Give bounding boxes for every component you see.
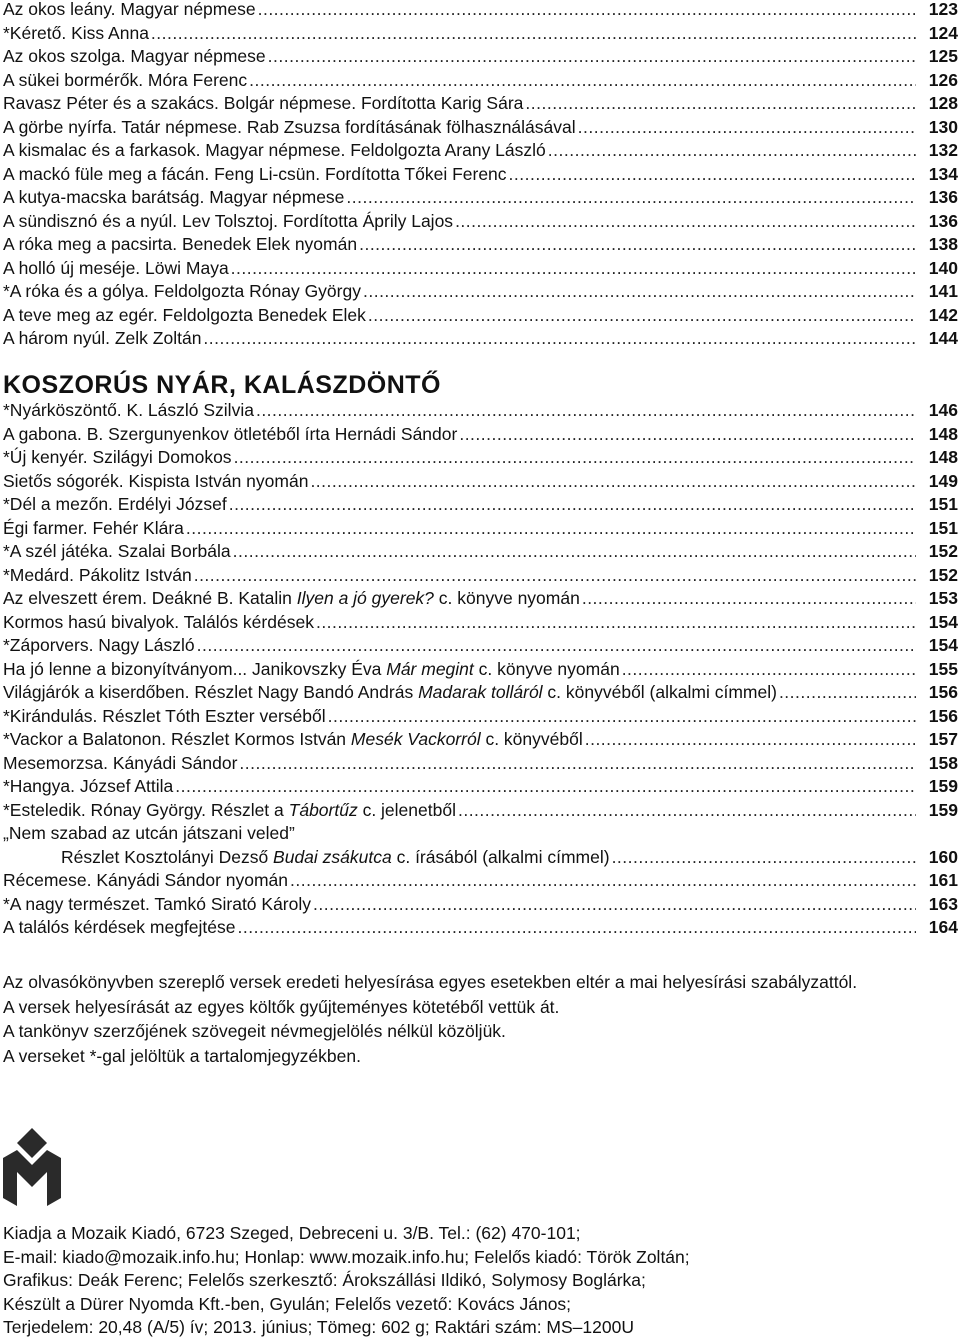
toc-dot-leader — [622, 658, 916, 682]
toc-entry-title: *Medárd. Pákolitz István — [3, 564, 192, 585]
toc-page-number: 130 — [928, 116, 958, 137]
imprint-line: E-mail: kiado@mozaik.info.hu; Honlap: www.mozaik.info.hu; Felelős kiadó: Török Zoltán; — [3, 1246, 690, 1267]
toc-entry-title: Ravasz Péter és a szakács. Bolgár népmese. Fordította Karig Sára — [3, 93, 524, 113]
toc-entry-title: *Kérető. Kiss Anna — [3, 22, 149, 43]
toc-page-number: 152 — [928, 564, 958, 585]
toc-dot-leader — [509, 163, 916, 187]
toc-page-number: 136 — [928, 187, 958, 207]
toc-page-number: 158 — [928, 752, 958, 773]
toc-entry-title-part: c. könyvéből (alkalmi címmel) — [542, 682, 777, 702]
toc-dot-leader — [359, 233, 916, 257]
toc-entry — [3, 564, 958, 588]
toc-page-number: 149 — [928, 470, 958, 491]
toc-entry-title: Kormos hasú bivalyok. Találós kérdések — [3, 611, 314, 632]
imprint-line: Kiadja a Mozaik Kiadó, 6723 Szeged, Debreceni u. 3/B. Tel.: (62) 470-101; — [3, 1223, 581, 1243]
toc-entry-title-italic: Budai zsákutca — [273, 846, 392, 867]
toc-dot-leader — [194, 564, 916, 588]
toc-entry-title — [3, 681, 777, 705]
toc-page-number: 157 — [928, 729, 958, 749]
toc-entry — [3, 45, 958, 69]
toc-entry-title-part: c. jelenetből — [357, 799, 456, 820]
toc-entry-title: A kismalac és a farkasok. Magyar népmese. Feldolgozta Arany László — [3, 140, 546, 160]
toc-entry — [3, 681, 958, 705]
toc-dot-leader — [578, 116, 916, 140]
toc-entry — [3, 257, 958, 281]
toc-entry-title: *Dél a mezőn. Erdélyi József — [3, 494, 227, 514]
toc-entry — [3, 705, 958, 729]
toc-entry-title: *A szél játéka. Szalai Borbála — [3, 541, 231, 561]
toc-page-number: 156 — [928, 682, 958, 702]
toc-page-number: 153 — [928, 588, 958, 608]
toc-page-number: 151 — [928, 517, 958, 538]
toc-dot-leader — [313, 893, 916, 917]
toc-entry — [3, 0, 958, 22]
toc-entry — [3, 280, 958, 304]
toc-page-number: 142 — [928, 304, 958, 325]
toc-page-number: 146 — [928, 400, 958, 420]
logo-diamond — [17, 1128, 47, 1158]
toc-dot-leader — [458, 799, 916, 823]
toc-page-number: 159 — [928, 799, 958, 820]
toc-entry — [3, 22, 958, 46]
toc-dot-leader — [234, 446, 916, 470]
toc-entry — [3, 423, 958, 447]
toc-dot-leader — [249, 69, 916, 93]
toc-entry-title-part: c. könyve nyomán — [433, 588, 580, 608]
toc-entry — [3, 728, 958, 752]
toc-entry-title — [3, 658, 620, 682]
toc-page-number: 152 — [928, 541, 958, 561]
toc-entry-title: Sietős sógorék. Kispista István nyomán — [3, 470, 309, 491]
toc-dot-leader — [238, 916, 917, 940]
toc-entry — [3, 916, 958, 940]
toc-entry — [3, 752, 958, 776]
toc-page-number: 160 — [928, 846, 958, 867]
toc-page-number: 132 — [928, 140, 958, 160]
toc-page-number: 134 — [928, 163, 958, 184]
toc-page-number: 155 — [928, 658, 958, 679]
toc-page-number: 154 — [928, 611, 958, 632]
toc-entry-title: A róka meg a pacsirta. Benedek Elek nyomán — [3, 234, 358, 254]
toc-page-number: 163 — [928, 893, 958, 914]
toc-list-top — [3, 0, 958, 351]
toc-dot-leader — [229, 493, 916, 517]
toc-entry-title: Az okos leány. Magyar népmese — [3, 0, 256, 19]
toc-entry-title-part: Világjárók a kiserdőben. Részlet Nagy Bandó András — [3, 682, 419, 702]
toc-entry — [3, 799, 958, 823]
toc-entry — [3, 893, 958, 917]
toc-dot-leader — [203, 327, 916, 351]
toc-entry — [3, 210, 958, 234]
imprint-line: Terjedelem: 20,48 (A/5) ív; 2013. június; Tömeg: 602 g; Raktári szám: MS–1200U — [3, 1317, 634, 1338]
toc-dot-leader — [186, 517, 916, 541]
toc-entry-title-part: *Esteledik. Rónay György. Részlet a — [3, 799, 289, 820]
logo-m-shape — [3, 1150, 61, 1206]
toc-list-section — [3, 399, 958, 940]
toc-entry — [3, 540, 958, 564]
toc-entry-title: *Záporvers. Nagy László — [3, 635, 195, 655]
toc-entry-title: *Új kenyér. Szilágyi Domokos — [3, 447, 232, 467]
toc-dot-leader — [582, 587, 916, 611]
toc-entry — [3, 846, 958, 870]
toc-entry-title-part: c. írásából (alkalmi címmel) — [391, 846, 610, 867]
toc-entry — [3, 587, 958, 611]
toc-entry-title-part: Részlet Kosztolányi Dezső — [61, 846, 274, 867]
mozaik-logo-svg — [3, 1128, 61, 1212]
toc-page-number: 144 — [928, 328, 958, 348]
toc-page-number: 136 — [928, 210, 958, 231]
toc-entry-title: A holló új meséje. Löwi Maya — [3, 257, 229, 278]
toc-entry — [3, 116, 958, 140]
toc-entry-title — [3, 846, 610, 870]
toc-page-number: 140 — [928, 257, 958, 278]
toc-entry — [3, 446, 958, 470]
toc-dot-leader — [346, 186, 916, 210]
toc-entry — [3, 304, 958, 328]
toc-entry-title: „Nem szabad az utcán játszani veled” — [3, 823, 295, 843]
toc-entry — [3, 658, 958, 682]
toc-dot-leader — [231, 257, 916, 281]
toc-dot-leader — [197, 634, 916, 658]
toc-dot-leader — [525, 92, 916, 116]
toc-dot-leader — [239, 752, 916, 776]
toc-entry — [3, 399, 958, 423]
toc-entry-title: A mackó füle meg a fácán. Feng Li-csün. Fordította Tőkei Ferenc — [3, 163, 507, 184]
imprint-line: Készült a Dürer Nyomda Kft.-ben, Gyulán; Felelős vezető: Kovács János; — [3, 1293, 572, 1314]
toc-entry — [3, 163, 958, 187]
toc-page-number: 124 — [928, 22, 958, 43]
note-line: A verseket *-gal jelöltük a tartalomjegyzékben. — [3, 1045, 361, 1066]
toc-page-number: 125 — [928, 46, 958, 66]
toc-dot-leader — [175, 775, 916, 799]
toc-entry-title-italic: Már megint — [386, 658, 474, 679]
toc-entry-title-part: c. könyve nyomán — [473, 658, 620, 679]
toc-entry-title: A kutya-macska barátság. Magyar népmese — [3, 187, 345, 207]
toc-page-number: 159 — [928, 776, 958, 796]
toc-entry — [3, 327, 958, 351]
toc-page-number: 156 — [928, 705, 958, 726]
toc-dot-leader — [548, 139, 916, 163]
toc-entry-title: Récemese. Kányádi Sándor nyomán — [3, 870, 289, 890]
toc-page-number: 141 — [928, 281, 958, 301]
toc-dot-leader — [363, 280, 916, 304]
toc-entry-title — [3, 799, 456, 823]
toc-dot-leader — [268, 45, 916, 69]
toc-entry-title: A gabona. B. Szergunyenkov ötletéből írta Hernádi Sándor — [3, 423, 458, 444]
toc-page-number: 148 — [928, 423, 958, 444]
toc-dot-leader — [256, 399, 916, 423]
section-title: KOSZORÚS NYÁR, KALÁSZDÖNTŐ — [3, 371, 441, 399]
toc-entry-title — [3, 587, 580, 611]
toc-entry — [3, 775, 958, 799]
toc-entry — [3, 139, 958, 163]
toc-dot-leader — [316, 611, 916, 635]
toc-entry — [3, 92, 958, 116]
toc-entry-title: A sükei bormérők. Móra Ferenc — [3, 69, 248, 90]
toc-entry — [3, 186, 958, 210]
toc-dot-leader — [310, 470, 916, 494]
toc-entry-title: *Nyárköszöntő. K. László Szilvia — [3, 400, 254, 420]
note-line: Az olvasókönyvben szereplő versek eredeti helyesírása egyes esetekben eltér a mai helyesírási szabályzattól. — [3, 972, 858, 992]
toc-dot-leader — [612, 846, 916, 870]
toc-entry-title-italic: Tábortűz — [288, 799, 358, 820]
toc-entry — [3, 493, 958, 517]
toc-page-number: 123 — [928, 0, 958, 19]
toc-entry-title: *A róka és a gólya. Feldolgozta Rónay György — [3, 281, 361, 301]
toc-entry-title: *Kirándulás. Részlet Tóth Eszter verséből — [3, 705, 326, 726]
toc-page-number: 164 — [928, 917, 958, 937]
toc-dot-leader — [258, 0, 916, 22]
mozaik-logo-icon — [3, 1128, 61, 1212]
toc-entry-title-part: Ha jó lenne a bizonyítványom... Janikovszky Éva — [3, 658, 387, 679]
imprint-line: Grafikus: Deák Ferenc; Felelős szerkesztő: Árokszállási Ildikó, Solymosy Boglárka; — [3, 1270, 646, 1291]
toc-dot-leader — [290, 869, 916, 893]
toc-dot-leader — [459, 423, 916, 447]
toc-entry-title: *Hangya. József Attila — [3, 776, 174, 796]
toc-entry-title — [3, 728, 583, 752]
toc-dot-leader — [233, 540, 916, 564]
toc-entry-title-part: Az elveszett érem. Deákné B. Katalin — [3, 588, 297, 608]
toc-entry-title-part: c. könyvéből — [480, 729, 583, 749]
toc-entry — [3, 634, 958, 658]
toc-entry-title: *A nagy természet. Tamkó Sirató Károly — [3, 893, 312, 914]
toc-page-number: 154 — [928, 635, 958, 655]
toc-entry — [3, 869, 958, 893]
note-line: A tankönyv szerzőjének szövegeit névmegjelölés nélkül közöljük. — [3, 1021, 506, 1041]
toc-entry-title: A görbe nyírfa. Tatár népmese. Rab Zsuzsa fordításának fölhasználásával — [3, 116, 576, 137]
toc-entry-title: A találós kérdések megfejtése — [3, 917, 236, 937]
toc-dot-leader — [328, 705, 916, 729]
note-line: A versek helyesírását az egyes költők gyűjteményes kötetéből vettük át. — [3, 996, 560, 1017]
imprint — [3, 1222, 958, 1340]
toc-entry-title: A három nyúl. Zelk Zoltán — [3, 328, 202, 348]
toc-entry-title: Égi farmer. Fehér Klára — [3, 517, 184, 538]
toc-entry-title: Mesemorzsa. Kányádi Sándor — [3, 752, 238, 773]
toc-entry-title: Az okos szolga. Magyar népmese — [3, 46, 266, 66]
editorial-note — [3, 970, 958, 1068]
toc-entry — [3, 233, 958, 257]
toc-entry — [3, 517, 958, 541]
toc-page-number: 126 — [928, 69, 958, 90]
toc-page-number: 161 — [928, 870, 958, 890]
toc-entry — [3, 470, 958, 494]
toc-entry-title-italic: Madarak tolláról — [418, 682, 543, 702]
toc-dot-leader — [585, 728, 916, 752]
toc-entry — [3, 822, 958, 846]
toc-entry-title-part: *Vackor a Balatonon. Részlet Kormos István — [3, 729, 351, 749]
toc-entry — [3, 611, 958, 635]
toc-dot-leader — [455, 210, 916, 234]
toc-entry-title: A sündisznó és a nyúl. Lev Tolsztoj. Fordította Áprily Lajos — [3, 210, 454, 231]
toc-page-number: 128 — [928, 93, 958, 113]
toc-entry-title: A teve meg az egér. Feldolgozta Benedek Elek — [3, 304, 366, 325]
toc-entry — [3, 69, 958, 93]
toc-dot-leader — [151, 22, 916, 46]
toc-entry-title-italic: Mesék Vackorról — [350, 729, 481, 749]
toc-page-number: 151 — [928, 494, 958, 514]
toc-entry-title-italic: Ilyen a jó gyerek? — [296, 588, 434, 608]
toc-dot-leader — [368, 304, 916, 328]
toc-page-number: 138 — [928, 234, 958, 254]
toc-page-number: 148 — [928, 447, 958, 467]
toc-dot-leader — [779, 681, 916, 705]
